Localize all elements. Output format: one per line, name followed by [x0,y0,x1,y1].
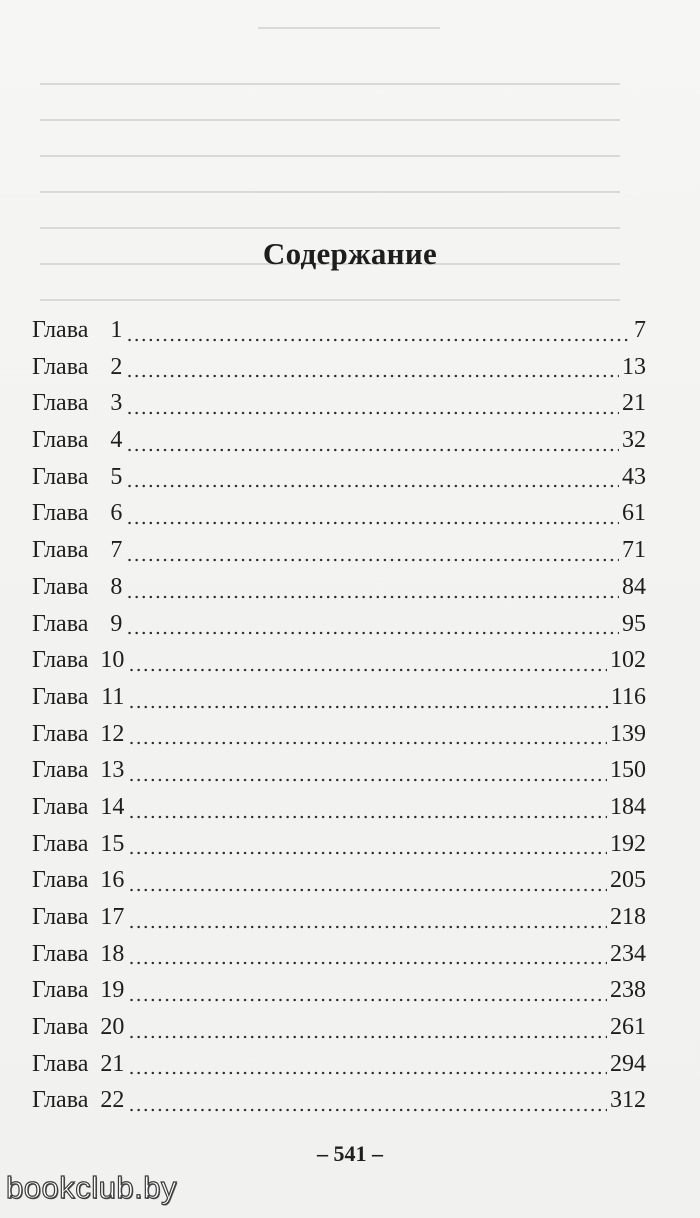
dot-leader [128,978,607,1002]
chapter-label: Глава [32,317,89,343]
chapter-label: Глава [32,867,89,894]
chapter-page-number: 61 [622,500,646,527]
toc-entry [32,716,646,753]
chapter-number: 5 [110,463,123,490]
chapter-label: Глава [32,757,89,784]
dot-leader [126,318,631,342]
chapter-page-number: 95 [622,610,646,637]
chapter-number: 13 [100,757,125,784]
dot-leader [126,611,619,635]
chapter-label: Глава [32,1087,89,1114]
chapter-label: Глава [32,683,89,710]
chapter-label: Глава [32,830,89,857]
chapter-page-number: 84 [622,573,646,600]
chapter-page-number: 71 [622,537,646,564]
toc-entry [32,752,646,789]
dot-leader [128,721,607,745]
toc-entry [32,679,646,716]
chapter-label: Глава [32,940,89,967]
chapter-page-number: 102 [610,647,646,674]
chapter-page-number: 21 [622,390,646,417]
dot-leader [128,1015,607,1039]
dot-leader [128,905,607,929]
toc-entry [32,459,646,496]
dot-leader [128,941,607,965]
chapter-number: 10 [100,647,125,674]
chapter-label: Глава [32,573,89,600]
dot-leader [126,501,619,525]
toc-heading: Содержание [262,236,438,271]
toc-entry [32,349,646,386]
chapter-label: Глава [32,977,89,1004]
chapter-label: Глава [32,1014,89,1041]
chapter-number: 18 [100,940,125,967]
toc-entry [32,1082,646,1119]
toc-entry [32,899,646,936]
chapter-number: 12 [100,720,125,747]
chapter-page-number: 234 [610,940,646,967]
page-number: – 541 – [317,1141,383,1166]
dot-leader [128,685,608,709]
chapter-page-number: 150 [610,757,646,784]
dot-leader [128,831,607,855]
chapter-number: 1 [110,317,123,343]
chapter-number: 22 [100,1087,125,1114]
chapter-label: Глава [32,793,89,820]
chapter-label: Глава [32,353,89,380]
dot-leader [126,575,619,599]
chapter-label: Глава [32,463,89,490]
chapter-page-number: 184 [610,793,646,820]
chapter-number: 3 [110,390,123,417]
toc-entry [32,495,646,532]
toc-entry [32,862,646,899]
dot-leader [126,391,619,415]
chapter-label: Глава [32,1050,89,1077]
chapter-page-number: 261 [610,1014,646,1041]
chapter-page-number: 13 [622,353,646,380]
toc-entry [32,642,646,679]
chapter-page-number: 312 [610,1087,646,1114]
chapter-number: 16 [100,867,125,894]
dot-leader [128,1051,607,1075]
chapter-label: Глава [32,647,89,674]
chapter-number: 14 [100,793,125,820]
chapter-number: 7 [110,537,123,564]
chapter-label: Глава [32,904,89,930]
chapter-page-number: 294 [610,1050,646,1077]
chapter-label: Глава [32,500,89,527]
chapter-number: 20 [100,1014,125,1041]
chapter-number: 11 [101,683,125,710]
dot-leader [126,354,619,378]
chapter-label: Глава [32,610,89,637]
toc-entry [32,1009,646,1046]
toc-entry [32,385,646,422]
dot-leader [128,648,607,672]
chapter-number: 4 [110,427,123,454]
chapter-page-number: 43 [622,463,646,490]
toc-entry [32,422,646,459]
chapter-page-number: 7 [634,317,646,343]
toc-entry [32,606,646,643]
toc-list [32,312,646,1119]
chapter-page-number: 238 [610,977,646,1004]
dot-leader [126,464,619,488]
chapter-number: 17 [100,904,125,930]
toc-entry [32,789,646,826]
chapter-page-number: 205 [610,867,646,894]
chapter-label: Глава [32,427,89,454]
chapter-number: 21 [100,1050,125,1077]
toc-entry [32,936,646,973]
toc-entry [32,312,646,349]
toc-entry [32,1046,646,1083]
chapter-label: Глава [32,390,89,417]
toc-entry [32,569,646,606]
chapter-number: 15 [100,830,125,857]
dot-leader [128,1088,607,1112]
chapter-number: 9 [110,610,123,637]
toc-entry [32,826,646,863]
chapter-number: 2 [110,353,123,380]
chapter-number: 19 [100,977,125,1004]
chapter-number: 6 [110,500,123,527]
toc-entry [32,972,646,1009]
site-watermark: bookclub.by [6,1170,177,1205]
dot-leader [128,758,607,782]
chapter-number: 8 [110,573,123,600]
chapter-page-number: 192 [610,830,646,857]
toc-entry [32,532,646,569]
dot-leader [128,868,607,892]
chapter-page-number: 218 [610,904,646,930]
chapter-page-number: 32 [622,427,646,454]
chapter-label: Глава [32,537,89,564]
dot-leader [128,795,607,819]
dot-leader [126,538,619,562]
dot-leader [126,428,619,452]
chapter-page-number: 116 [610,683,646,710]
chapter-label: Глава [32,720,89,747]
chapter-page-number: 139 [610,720,646,747]
